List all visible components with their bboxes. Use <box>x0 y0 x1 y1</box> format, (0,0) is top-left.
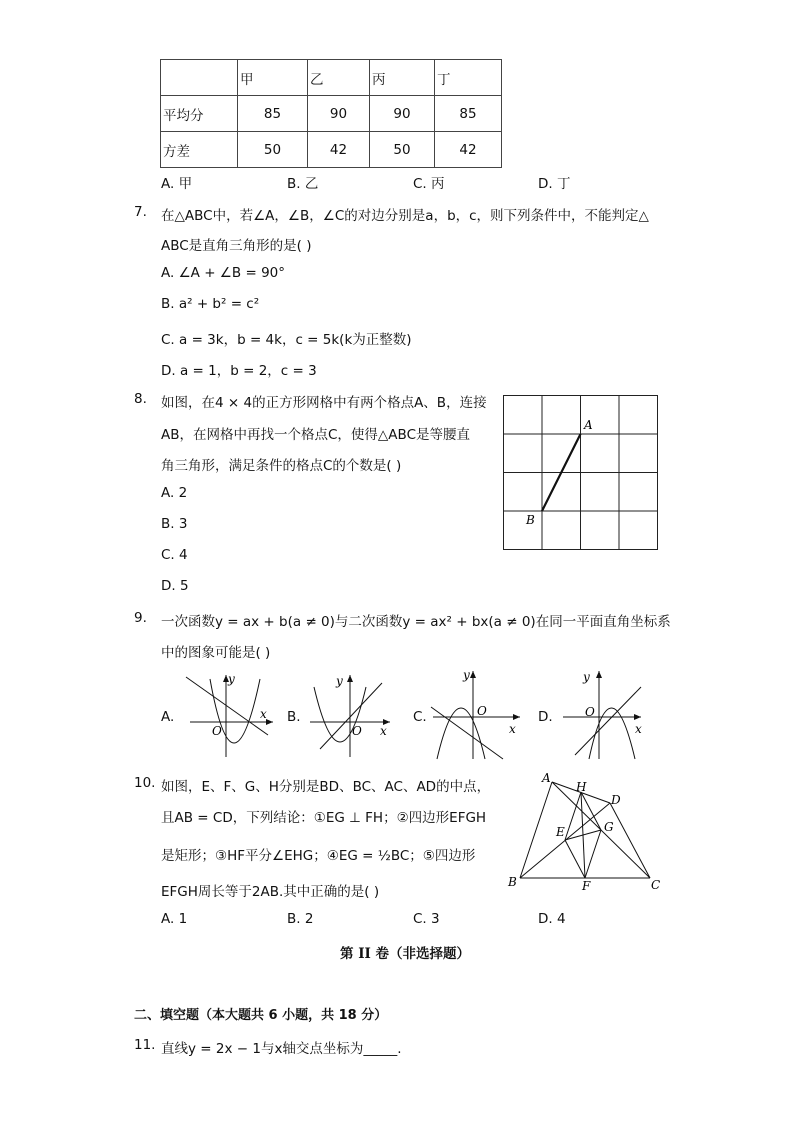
q8-stem-line2: AB，在网格中再找一个格点C，使得△ABC是等腰直 <box>161 427 470 443</box>
q7-option-b: B. a² + b² = c² <box>161 296 260 312</box>
q9-stem-line1: 一次函数y = ax + b(a ≠ 0)与二次函数y = ax² + bx(a ≠ 0)在同一平面直角坐标系 <box>161 614 671 630</box>
q11-answer-blank: _____ <box>363 1041 398 1057</box>
q10-option-d: D. 4 <box>538 911 566 927</box>
q9-option-b-label: B. <box>287 709 301 725</box>
q10-option-a: A. 1 <box>161 911 188 927</box>
q11-period: . <box>397 1041 402 1057</box>
q6-option-d: D. 丁 <box>538 176 571 192</box>
y-axis-label: y <box>463 668 470 682</box>
q8-grid-figure <box>500 392 662 552</box>
table-cell: 85 <box>435 96 502 132</box>
label-f: F <box>582 879 591 893</box>
q6-option-c: C. 丙 <box>413 176 445 192</box>
table-cell: 90 <box>370 96 435 132</box>
x-axis-label: x <box>635 722 642 736</box>
q8-option-d: D. 5 <box>161 578 189 594</box>
q9-stem-line2: 中的图象可能是( ) <box>161 645 271 661</box>
label-h: H <box>576 780 587 794</box>
q8-option-b: B. 3 <box>161 516 188 532</box>
q10-quadrilateral-figure <box>500 770 670 895</box>
origin-label: O <box>212 724 222 738</box>
q9-graph-d <box>553 667 653 762</box>
table-cell: 90 <box>308 96 370 132</box>
table-cell: 42 <box>308 132 370 168</box>
table-header-cell: 甲 <box>238 60 308 96</box>
q9-graph-b <box>302 667 402 762</box>
x-axis-label: x <box>260 707 267 721</box>
table-cell: 50 <box>370 132 435 168</box>
label-g: G <box>604 820 614 834</box>
table-header-row <box>161 60 502 96</box>
table-header-cell: 丁 <box>435 60 502 96</box>
label-d: D <box>611 793 621 807</box>
q8-number: 8. <box>134 391 147 407</box>
q7-option-d: D. a = 1，b = 2，c = 3 <box>161 363 317 379</box>
x-axis-label: x <box>380 724 387 738</box>
q7-option-a: A. ∠A + ∠B = 90° <box>161 265 285 281</box>
q7-option-c: C. a = 3k，b = 4k，c = 5k(k为正整数) <box>161 332 412 348</box>
q9-number: 9. <box>134 610 147 626</box>
q11-text: 直线y = 2x − 1与x轴交点坐标为 <box>161 1041 364 1057</box>
q9-option-a-label: A. <box>161 709 175 725</box>
y-axis-label: y <box>228 672 235 686</box>
table-cell: 85 <box>238 96 308 132</box>
q7-stem-line2: ABC是直角三角形的是( ) <box>161 238 312 254</box>
origin-label: O <box>585 705 595 719</box>
score-table <box>160 59 502 168</box>
q7-number: 7. <box>134 204 147 220</box>
q10-option-c: C. 3 <box>413 911 440 927</box>
origin-label: O <box>477 704 487 718</box>
q8-stem-line1: 如图，在4 × 4的正方形网格中有两个格点A、B，连接 <box>161 395 487 411</box>
table-header-cell: 丙 <box>370 60 435 96</box>
label-a: A <box>542 771 551 785</box>
q11-stem <box>161 1037 401 1057</box>
label-c: C <box>651 878 661 892</box>
q9-option-d-label: D. <box>538 709 553 725</box>
label-point-a: A <box>584 418 593 432</box>
q11-number: 11. <box>134 1037 156 1053</box>
origin-label: O <box>352 724 362 738</box>
q8-option-c: C. 4 <box>161 547 188 563</box>
label-point-b: B <box>526 513 535 527</box>
q7-stem-line1: 在△ABC中，若∠A，∠B，∠C的对边分别是a，b，c，则下列条件中，不能判定△ <box>161 208 649 224</box>
q8-stem-line3: 角三角形，满足条件的格点C的个数是( ) <box>161 458 402 474</box>
table-cell: 平均分 <box>161 96 238 132</box>
q10-stem-line1: 如图，E、F、G、H分别是BD、BC、AC、AD的中点， <box>161 779 491 795</box>
part-title: 二、填空题（本大题共 6 小题，共 18 分） <box>134 1008 388 1023</box>
q9-graph-a <box>178 667 278 762</box>
q6-option-b: B. 乙 <box>287 176 319 192</box>
x-axis-label: x <box>509 722 516 736</box>
q10-option-b: B. 2 <box>287 911 314 927</box>
q10-stem-line3: 是矩形；③HF平分∠EHG；④EG = ½BC；⑤四边形 <box>161 848 476 864</box>
table-row <box>161 96 502 132</box>
q10-stem-line2: 且AB = CD，下列结论：①EG ⊥ FH；②四边形EFGH <box>161 810 487 826</box>
q9-graph-c <box>425 667 525 762</box>
table-cell: 方差 <box>161 132 238 168</box>
table-row <box>161 132 502 168</box>
q6-option-a: A. 甲 <box>161 176 193 192</box>
y-axis-label: y <box>336 674 343 688</box>
table-cell: 42 <box>435 132 502 168</box>
label-e: E <box>556 825 565 839</box>
table-cell: 50 <box>238 132 308 168</box>
label-b: B <box>508 875 517 889</box>
q10-number: 10. <box>134 775 156 791</box>
table-header-cell: 乙 <box>308 60 370 96</box>
q9-option-c-label: C. <box>413 709 427 725</box>
table-header-cell <box>161 60 238 96</box>
y-axis-label: y <box>583 670 590 684</box>
q8-option-a: A. 2 <box>161 485 188 501</box>
section-title: 第 II 卷（非选择题） <box>340 946 471 962</box>
q10-stem-line4: EFGH周长等于2AB.其中正确的是( ) <box>161 884 380 900</box>
